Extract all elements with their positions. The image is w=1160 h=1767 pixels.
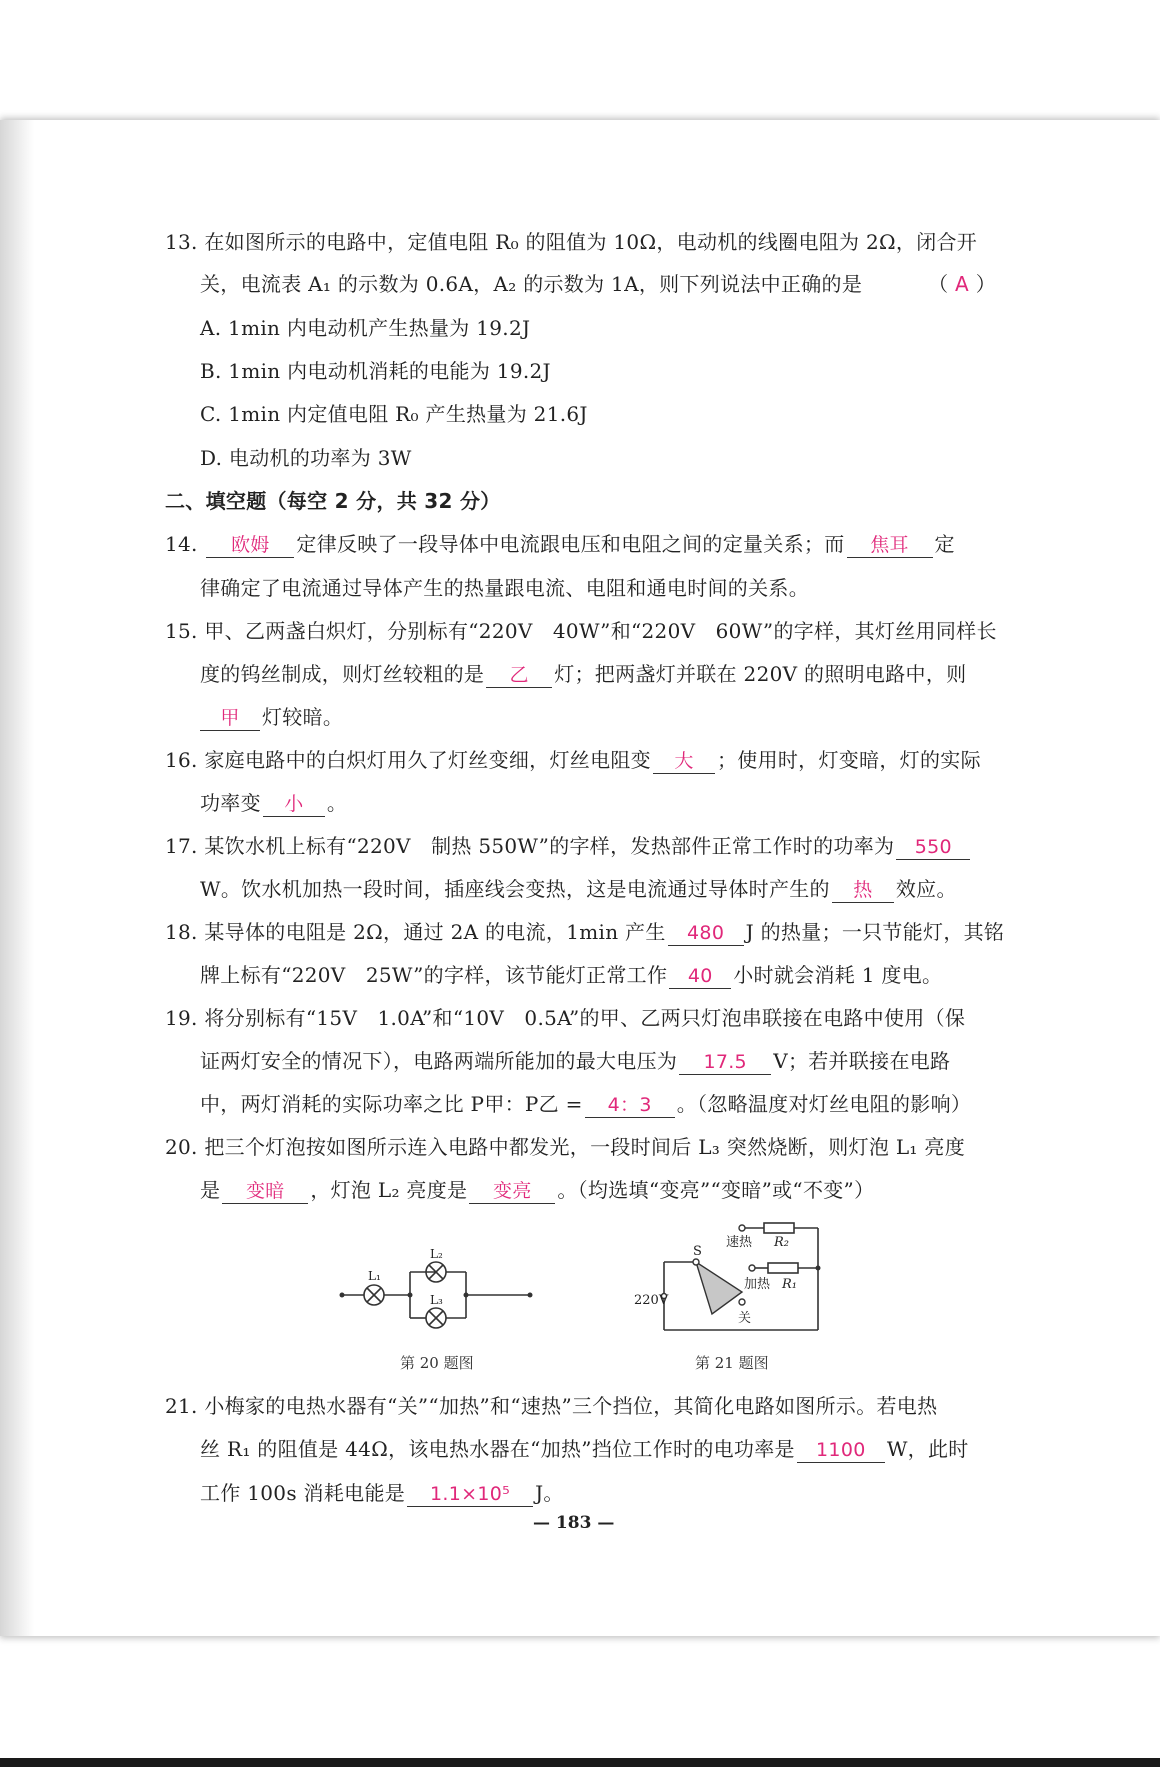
q19-line3 — [200, 1090, 971, 1118]
section-title: 二、填空题（每空 2 分，共 32 分） — [165, 489, 501, 513]
label-l3: L₃ — [430, 1293, 443, 1307]
q20-blank1: 变暗 — [222, 1179, 308, 1204]
q18-text2: J 的热量；一只节能灯，其铭 — [745, 920, 1005, 944]
q16-line2 — [200, 789, 347, 817]
q20-line1: 20. 把三个灯泡按如图所示连入电路中都发光，一段时间后 L₃ 突然烧断，则灯泡 L₁ 亮度 — [165, 1135, 965, 1159]
q16-text4: 。 — [326, 791, 348, 815]
q21-text3: 工作 100s 消耗电能是 — [200, 1481, 406, 1505]
q14-line2: 律确定了电流通过导体产生的热量跟电流、电阻和通电时间的关系。 — [200, 576, 809, 600]
q16-blank1: 大 — [653, 749, 715, 774]
q20-text1: 是 — [200, 1178, 221, 1202]
q13-line1: 13. 在如图所示的电路中，定值电阻 R₀ 的阻值为 10Ω，电动机的线圈电阻为 2Ω，闭合开 — [165, 230, 978, 254]
q17-blank2: 热 — [832, 878, 894, 903]
q13-option-d: D. 电动机的功率为 3W — [200, 446, 412, 470]
page-number: — 183 — — [533, 1513, 615, 1533]
q14-blank1: 欧姆 — [206, 533, 294, 558]
q13-answer-paren: （ A ） — [928, 272, 996, 296]
q13-option-a: A. 1min 内电动机产生热量为 19.2J — [200, 316, 531, 340]
q15-text2: 灯；把两盏灯并联在 220V 的照明电路中，则 — [554, 662, 967, 686]
q14-num: 14. — [165, 532, 198, 556]
q13-option-c: C. 1min 内定值电阻 R₀ 产生热量为 21.6J — [200, 402, 588, 426]
q17-text1: 17. 某饮水机上标有“220V 制热 550W”的字样，发热部件正常工作时的功率为 — [165, 834, 895, 858]
q21-line2 — [200, 1435, 969, 1463]
q13-answer: A — [955, 272, 970, 296]
q19-text3: 中，两灯消耗的实际功率之比 P甲：P乙 = — [200, 1092, 583, 1116]
q18-text4: 小时就会消耗 1 度电。 — [733, 963, 943, 987]
label-l2: L₂ — [430, 1247, 443, 1261]
q18-text3: 牌上标有“220V 25W”的字样，该节能灯正常工作 — [200, 963, 668, 987]
figure-20-caption: 第 20 题图 — [400, 1354, 474, 1372]
q14-text1: 定律反映了一段导体中电流跟电压和电阻之间的定量关系；而 — [296, 532, 845, 556]
label-off: 关 — [738, 1311, 752, 1326]
figure-21-circuit — [634, 1222, 828, 1337]
label-r2: R₂ — [774, 1235, 789, 1250]
q19-text4: 。（忽略温度对灯丝电阻的影响） — [676, 1092, 972, 1116]
q20-text2: ，灯泡 L₂ 亮度是 — [310, 1178, 468, 1202]
q20-blank2: 变亮 — [469, 1179, 555, 1204]
page-number-value: 183 — [555, 1513, 592, 1533]
figure-20-circuit — [330, 1240, 550, 1330]
q19-line1: 19. 将分别标有“15V 1.0A”和“10V 0.5A”的甲、乙两只灯泡串联接在电路中使用（保 — [165, 1006, 966, 1030]
q15-blank1: 乙 — [486, 663, 552, 688]
label-220v: 220V — [634, 1293, 669, 1308]
q16-text3: 功率变 — [200, 791, 261, 815]
label-l1: L₁ — [368, 1269, 381, 1283]
q21-blank2: 1.1×10⁵ — [407, 1482, 533, 1507]
q19-text1: 证两灯安全的情况下），电路两端所能加的最大电压为 — [200, 1049, 678, 1073]
q17-line1 — [165, 832, 972, 860]
q20-text3: 。（均选填“变亮”“变暗”或“不变”） — [557, 1178, 875, 1202]
q15-line3 — [200, 703, 343, 731]
q21-line1: 21. 小梅家的电热水器有“关”“加热”和“速热”三个挡位，其简化电路如图所示。若电热 — [165, 1394, 938, 1418]
q15-line2 — [200, 660, 966, 688]
q17-blank1: 550 — [896, 835, 970, 860]
q16-text2: ；使用时，灯变暗，灯的实际 — [716, 748, 981, 772]
q14-line1 — [165, 530, 955, 558]
q17-line2 — [200, 875, 957, 903]
q19-blank1: 17.5 — [679, 1050, 771, 1075]
q18-blank2: 40 — [669, 964, 731, 989]
q17-text2: W。饮水机加热一段时间，插座线会变热，这是电流通过导体时产生的 — [200, 877, 830, 901]
q18-line2 — [200, 961, 942, 989]
q15-blank2: 甲 — [200, 706, 260, 731]
label-fast-heat: 速热 — [726, 1235, 753, 1250]
q16-blank2: 小 — [263, 792, 325, 817]
q18-text1: 18. 某导体的电阻是 2Ω，通过 2A 的电流，1min 产生 — [165, 920, 666, 944]
q16-text1: 16. 家庭电路中的白炽灯用久了灯丝变细，灯丝电阻变 — [165, 748, 651, 772]
q19-blank2: 4：3 — [585, 1093, 675, 1118]
q16-line1 — [165, 746, 981, 774]
q14-blank2: 焦耳 — [847, 533, 933, 558]
q20-line2 — [200, 1176, 874, 1204]
q21-text2: W，此时 — [886, 1437, 969, 1461]
q17-text3: 效应。 — [895, 877, 957, 901]
q13-line2 — [200, 270, 996, 298]
q13-option-b: B. 1min 内电动机消耗的电能为 19.2J — [200, 359, 551, 383]
q19-text2: V；若并联接在电路 — [773, 1049, 951, 1073]
figure-21-caption: 第 21 题图 — [695, 1354, 769, 1372]
q21-text1: 丝 R₁ 的阻值是 44Ω，该电热水器在“加热”挡位工作时的电功率是 — [200, 1437, 795, 1461]
q18-line1 — [165, 918, 1004, 946]
q21-text4: J。 — [535, 1481, 564, 1505]
label-heat: 加热 — [744, 1277, 771, 1292]
q21-blank1: 1100 — [797, 1438, 885, 1463]
q14-text2: 定 — [934, 532, 955, 556]
q15-text1: 度的钨丝制成，则灯丝较粗的是 — [200, 662, 485, 686]
q13-line2-text: 关，电流表 A₁ 的示数为 0.6A，A₂ 的示数为 1A，则下列说法中正确的是 — [200, 272, 863, 296]
label-r1: R₁ — [782, 1277, 797, 1292]
q19-line2 — [200, 1047, 950, 1075]
q21-line3 — [200, 1479, 564, 1507]
q15-text3: 灯较暗。 — [262, 705, 344, 729]
label-switch-s: S — [693, 1244, 702, 1259]
bottom-bar — [0, 1758, 1160, 1767]
q15-line1: 15. 甲、乙两盏白炽灯，分别标有“220V 40W”和“220V 60W”的字样，其灯丝用同样长 — [165, 619, 997, 643]
q18-blank1: 480 — [668, 921, 744, 946]
